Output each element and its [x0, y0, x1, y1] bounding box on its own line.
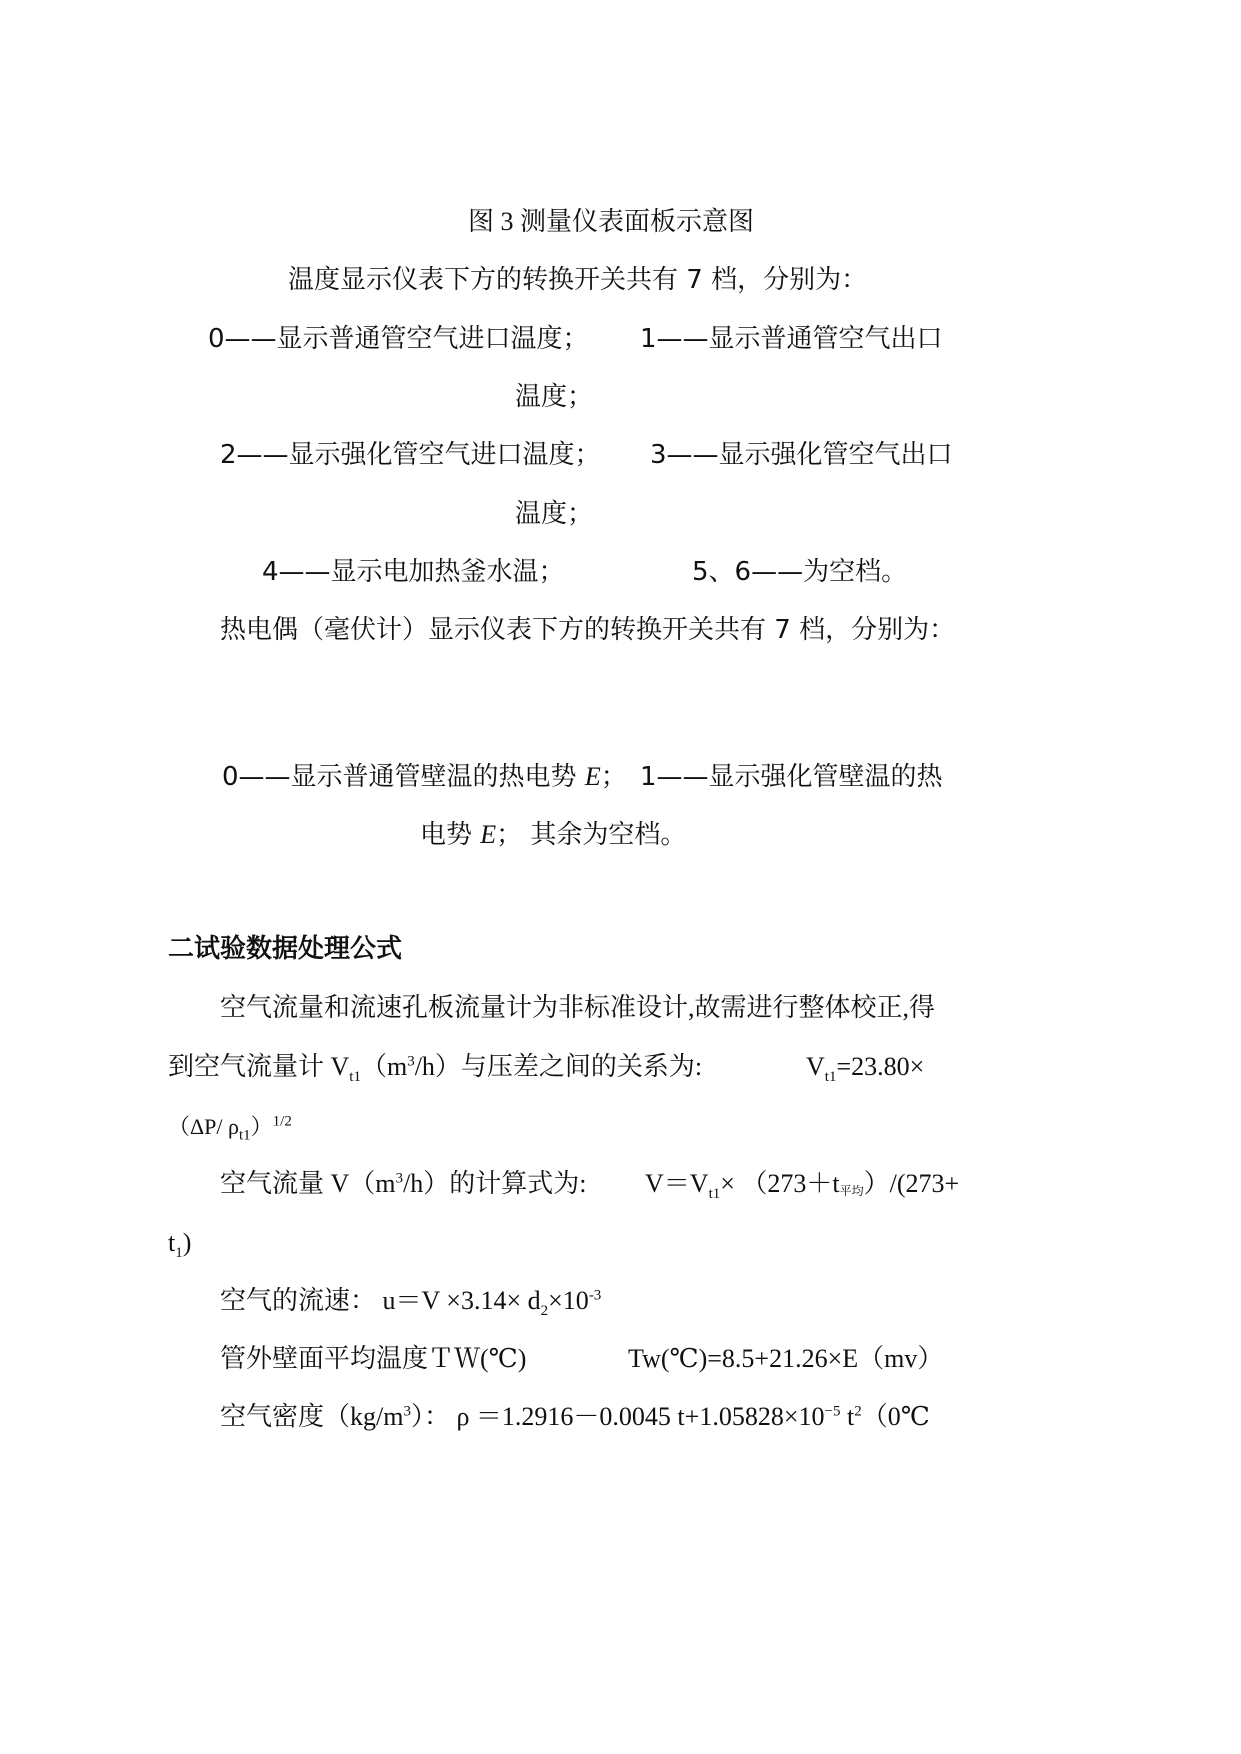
thermo-item-0	[222, 760, 627, 794]
thermo-item-0-text: 0——显示普通管壁温的热电势	[222, 762, 585, 792]
velocity-sub: 2	[540, 1303, 549, 1320]
thermo-item-1: 1——显示强化管壁温的热	[640, 762, 943, 792]
thermo-item-0-var: E	[584, 762, 601, 791]
volume-formula-c: ）/(273+	[863, 1169, 960, 1198]
density-text-c: t	[840, 1402, 855, 1431]
thermo-item-1-cont-text: 电势	[420, 820, 481, 850]
para2-cont-b: )	[182, 1228, 192, 1257]
volume-formula-sub: t1	[708, 1186, 721, 1203]
flow-formula-sub: t1	[824, 1069, 837, 1086]
velocity-sup: -3	[588, 1287, 602, 1304]
para1-sup: 3	[407, 1053, 415, 1070]
volume-formula-b: × （273＋t	[720, 1169, 840, 1198]
temp-item-5-6: 5、6——为空档。	[692, 557, 908, 587]
density-sup3: 2	[854, 1403, 862, 1420]
para1-line1: 空气流量和流速孔板流量计为非标准设计,故需进行整体校正,得	[220, 993, 936, 1022]
thermo-item-1-cont-suffix: ； 其余为空档。	[496, 820, 687, 850]
para2-text-b: /h）的计算式为:	[403, 1169, 587, 1198]
density-sup2: −5	[824, 1403, 841, 1420]
para1-text-b: （m	[360, 1052, 408, 1081]
para1-sub: t1	[349, 1069, 361, 1086]
para1-text-a: 到空气流量计 V	[168, 1052, 350, 1081]
density-text-a: 空气密度（kg/m	[220, 1402, 404, 1431]
velocity-formula	[220, 1284, 601, 1318]
air-density-formula	[220, 1400, 930, 1434]
figure-caption: 图 3 测量仪表面板示意图	[468, 207, 755, 236]
thermo-item-1-cont	[420, 818, 686, 852]
density-sup: 3	[403, 1403, 411, 1420]
thermo-switch-intro: 热电偶（毫伏计）显示仪表下方的转换开关共有 7 档，分别为：	[220, 615, 956, 645]
para2-cont	[168, 1226, 191, 1260]
para1-line3	[168, 1110, 292, 1144]
para1-line2	[168, 1050, 702, 1084]
temp-item-3: 3——显示强化管空气出口	[650, 440, 953, 470]
para2-sup: 3	[395, 1170, 404, 1187]
section-title: 二试验数据处理公式	[168, 934, 403, 964]
temp-item-4: 4——显示电加热釜水温；	[262, 557, 565, 587]
temp-item-0: 0——显示普通管空气进口温度；	[208, 324, 589, 354]
flow-volume-formula	[645, 1167, 959, 1208]
density-text-b: ）： ρ ＝1.2916－0.0045 t+1.05828×10	[410, 1402, 825, 1431]
para1-line3-sub: t1	[238, 1127, 251, 1144]
para1-text-c: /h）与压差之间的关系为:	[414, 1052, 703, 1081]
wall-temp-label: 管外壁面平均温度ＴＷ(℃)	[220, 1344, 527, 1373]
temp-switch-intro: 温度显示仪表下方的转换开关共有 7 档，分别为：	[288, 265, 868, 295]
flow-formula-b: =23.80×	[836, 1052, 925, 1081]
volume-formula-avg: 平均	[839, 1184, 864, 1198]
thermo-item-0-suffix: ；	[600, 762, 627, 792]
para1-line3-b: ）	[250, 1114, 273, 1139]
velocity-text-a: 空气的流速： u＝V ×3.14× d	[220, 1286, 541, 1315]
flow-formula-a: V	[806, 1052, 825, 1081]
para2-text-a: 空气流量 V（m	[220, 1169, 396, 1198]
para2-cont-a: t	[168, 1228, 176, 1257]
density-text-d: （0℃	[861, 1402, 930, 1431]
para2-label	[220, 1167, 586, 1201]
para1-line3-sup: 1/2	[272, 1113, 292, 1130]
temp-item-2: 2——显示强化管空气进口温度；	[220, 440, 601, 470]
temp-item-3-cont: 温度；	[515, 499, 594, 529]
temp-item-1-cont: 温度；	[515, 382, 594, 412]
volume-formula-a: V＝V	[645, 1169, 709, 1198]
flow-calibration-formula	[806, 1050, 924, 1084]
para2-cont-sub: 1	[175, 1245, 183, 1262]
para1-line3-a: （ΔP/ ρ	[168, 1114, 239, 1139]
thermo-item-1-cont-var: E	[480, 820, 497, 849]
wall-temp-formula: Tw(℃)=8.5+21.26×E（mv）	[628, 1344, 944, 1373]
temp-item-1: 1——显示普通管空气出口	[640, 324, 943, 354]
velocity-text-b: ×10	[548, 1286, 589, 1315]
